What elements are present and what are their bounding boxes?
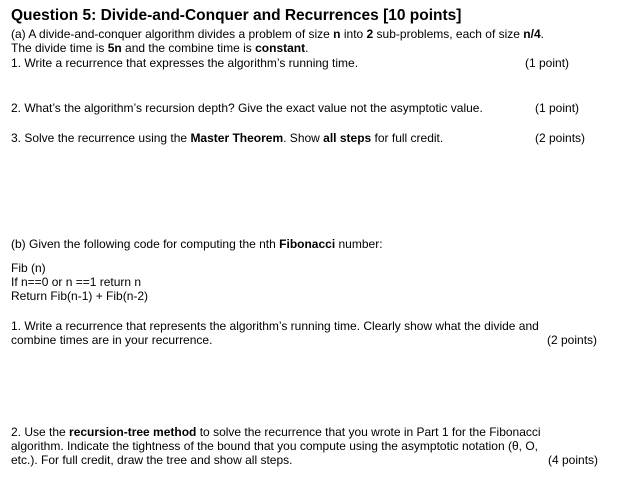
code-line: If n==0 or n ==1 return n xyxy=(11,275,142,289)
code-line: Fib (n) xyxy=(11,261,46,275)
text-span: . xyxy=(305,41,309,55)
part-a-question-2-points: (1 point) xyxy=(535,101,580,115)
part-a-question-3-points: (2 points) xyxy=(535,131,586,145)
part-a-question-1-points: (1 point) xyxy=(525,56,570,70)
bold-term: n/4 xyxy=(523,27,541,41)
code-line: Return Fib(n-1) + Fib(n-2) xyxy=(11,289,149,303)
part-b-question-1-line-2: combine times are in your recurrence. xyxy=(11,333,213,347)
text-span: 2. Use the xyxy=(11,425,70,439)
text-span: The divide time is xyxy=(11,41,108,55)
text-span: . Show xyxy=(283,131,324,145)
part-a-question-3 xyxy=(11,131,443,145)
bold-term: n xyxy=(333,27,341,41)
bold-term: Master Theorem xyxy=(190,131,284,145)
text-span: 3. Solve the recurrence using the xyxy=(11,131,191,145)
text-span: (b) Given the following code for computing the nth xyxy=(11,237,280,251)
question-title: Question 5: Divide-and-Conquer and Recurrences [10 points] xyxy=(11,7,462,24)
bold-term: Fibonacci xyxy=(279,237,336,251)
bold-term: recursion-tree method xyxy=(69,425,197,439)
text-span: into xyxy=(340,27,367,41)
part-b-question-2-line-3: etc.). For full credit, draw the tree and show all steps. xyxy=(11,453,293,467)
text-span: . xyxy=(540,27,544,41)
text-span: (a) A divide-and-conquer algorithm divides a problem of size xyxy=(11,27,334,41)
bold-term: all steps xyxy=(323,131,372,145)
bold-term: constant xyxy=(255,41,306,55)
text-span: sub-problems, each of size xyxy=(373,27,524,41)
part-b-question-1-points: (2 points) xyxy=(547,333,598,347)
text-span: number: xyxy=(335,237,383,251)
part-b-question-1-line-1: 1. Write a recurrence that represents the algorithm’s running time. Clearly show what the divide and xyxy=(11,319,539,333)
part-b-question-2-points: (4 points) xyxy=(548,453,599,467)
text-span: and the combine time is xyxy=(121,41,256,55)
text-span: to solve the recurrence that you wrote in Part 1 for the Fibonacci xyxy=(196,425,541,439)
part-a-question-2: 2. What’s the algorithm’s recursion depth? Give the exact value not the asymptotic value. xyxy=(11,101,483,115)
bold-term: 5n xyxy=(107,41,122,55)
part-b-question-2-line-2: algorithm. Indicate the tightness of the bound that you compute using the asymptotic notation (θ, O, xyxy=(11,439,538,453)
part-a-intro-line-2 xyxy=(11,41,308,55)
part-a-intro-line-1 xyxy=(11,27,544,41)
part-b-question-2-line-1 xyxy=(11,425,541,439)
part-a-question-1: 1. Write a recurrence that expresses the algorithm’s running time. xyxy=(11,56,359,70)
text-span: for full credit. xyxy=(371,131,444,145)
part-b-intro xyxy=(11,237,383,251)
bold-term: 2 xyxy=(366,27,374,41)
